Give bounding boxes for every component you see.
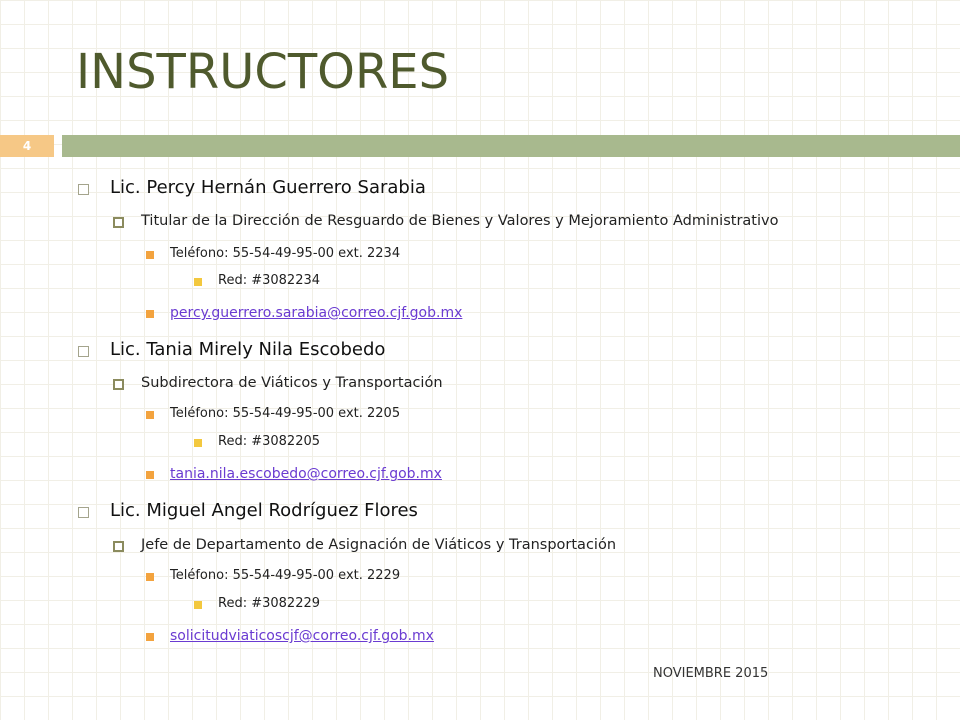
hollow-square-bullet-icon: [78, 507, 89, 518]
instructor-email-link[interactable]: percy.guerrero.sarabia@correo.cjf.gob.mx: [170, 305, 463, 321]
instructor-email-link[interactable]: tania.nila.escobedo@correo.cjf.gob.mx: [170, 466, 442, 482]
instructor-phone: Teléfono: 55-54-49-95-00 ext. 2234: [170, 246, 401, 261]
hollow-square-bullet-icon: [78, 184, 89, 195]
instructor-name: Lic. Tania Mirely Nila Escobedo: [110, 339, 386, 360]
slide-number: 4: [22, 139, 32, 153]
instructor-phone: Teléfono: 55-54-49-95-00 ext. 2229: [170, 568, 401, 583]
instructor-position: Jefe de Departamento de Asignación de Viáticos y Transportación: [141, 537, 617, 553]
instructor-position: Titular de la Dirección de Resguardo de Bienes y Valores y Mejoramiento Administrativo: [141, 213, 779, 229]
orange-square-bullet-icon: [146, 633, 154, 641]
orange-square-bullet-icon: [146, 251, 154, 259]
hollow-square-bullet-icon: [78, 346, 89, 357]
instructor-network: Red: #3082229: [218, 596, 321, 611]
instructor-name: Lic. Miguel Angel Rodríguez Flores: [110, 500, 418, 521]
instructor-email-link[interactable]: solicitudviaticoscjf@correo.cjf.gob.mx: [170, 628, 434, 644]
instructor-position: Subdirectora de Viáticos y Transportación: [141, 375, 443, 391]
yellow-square-bullet-icon: [194, 439, 202, 447]
orange-square-bullet-icon: [146, 471, 154, 479]
slide-title: INSTRUCTORES: [76, 44, 450, 100]
instructor-phone: Teléfono: 55-54-49-95-00 ext. 2205: [170, 406, 401, 421]
square-bullet-icon: [113, 379, 124, 390]
instructor-network: Red: #3082234: [218, 273, 321, 288]
square-bullet-icon: [113, 541, 124, 552]
instructor-network: Red: #3082205: [218, 434, 321, 449]
square-bullet-icon: [113, 217, 124, 228]
instructor-name: Lic. Percy Hernán Guerrero Sarabia: [110, 177, 426, 198]
yellow-square-bullet-icon: [194, 601, 202, 609]
yellow-square-bullet-icon: [194, 278, 202, 286]
slide-number-badge: [0, 135, 54, 157]
title-divider: [62, 135, 960, 157]
orange-square-bullet-icon: [146, 310, 154, 318]
slide-footer-date: NOVIEMBRE 2015: [653, 666, 769, 681]
orange-square-bullet-icon: [146, 411, 154, 419]
orange-square-bullet-icon: [146, 573, 154, 581]
